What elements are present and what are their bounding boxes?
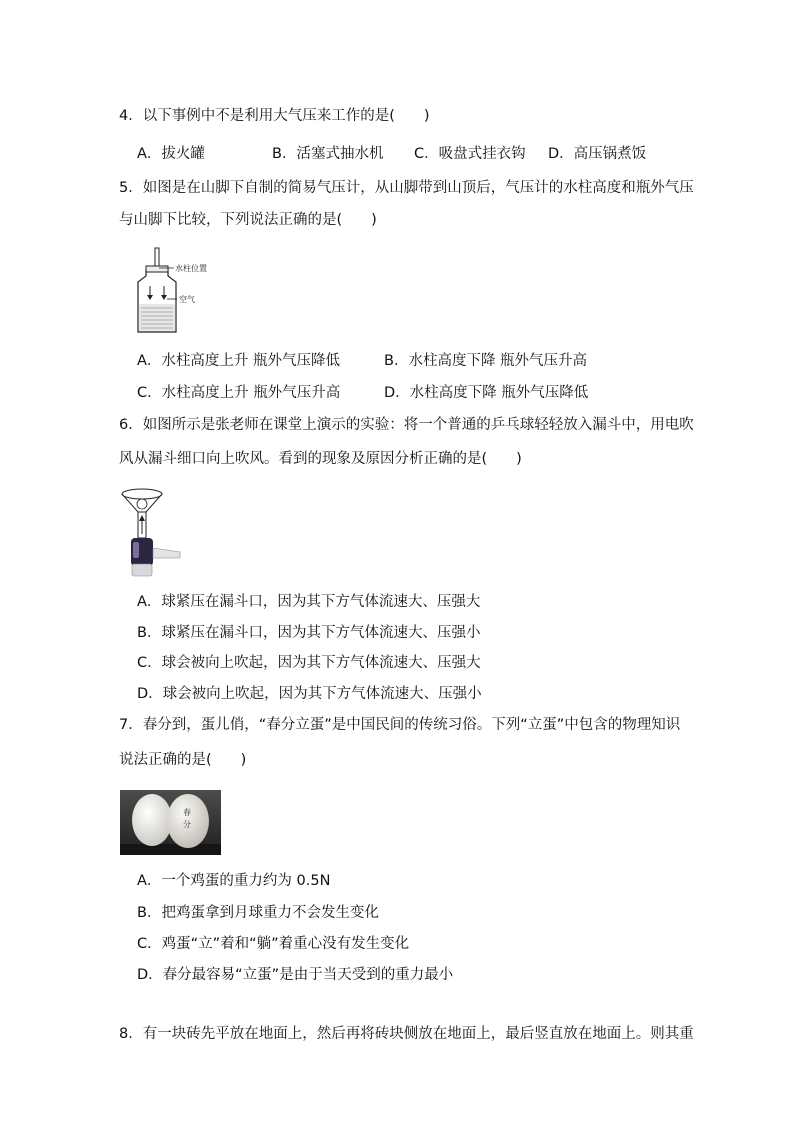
question-6-stem-line2: 风从漏斗细口向上吹风。看到的现象及原因分析正确的是( )	[119, 451, 522, 467]
question-6-stem-line1: 6．如图所示是张老师在课堂上演示的实验：将一个普通的乒乓球轻轻放入漏斗中，用电吹	[119, 417, 694, 433]
q5-option-c: C．水柱高度上升 瓶外气压升高	[137, 385, 341, 401]
q7-option-c: C．鸡蛋“立”着和“躺”着重心没有发生变化	[137, 936, 410, 952]
question-7-stem-line1: 7．春分到，蛋儿俏，“春分立蛋”是中国民间的传统习俗。下列“立蛋”中包含的物理知识	[119, 717, 681, 733]
egg-text-fen: 分	[183, 820, 191, 829]
q4-option-c: C．吸盘式挂衣钩	[414, 146, 526, 162]
standing-eggs-photo	[120, 790, 221, 855]
q7-option-b: B．把鸡蛋拿到月球重力不会发生变化	[137, 905, 379, 921]
air-label: 空气	[179, 295, 195, 304]
q6-option-a: A．球紧压在漏斗口，因为其下方气体流速大、压强大	[137, 594, 481, 610]
q5-option-d: D．水柱高度下降 瓶外气压降低	[384, 385, 589, 401]
q4-option-d: D．高压锅煮饭	[548, 146, 647, 162]
q5-option-b: B．水柱高度下降 瓶外气压升高	[384, 353, 588, 369]
barometer-figure	[134, 246, 224, 336]
q4-option-b: B．活塞式抽水机	[272, 146, 384, 162]
q5-option-a: A．水柱高度上升 瓶外气压降低	[137, 353, 341, 369]
question-4-stem: 4．以下事例中不是利用大气压来工作的是( )	[119, 108, 430, 124]
funnel-hairdryer-figure	[120, 486, 186, 578]
q7-option-a: A．一个鸡蛋的重力约为 0.5N	[137, 873, 331, 889]
question-8-stem-line1: 8．有一块砖先平放在地面上，然后再将砖块侧放在地面上，最后竖直放在地面上。则其重	[119, 1026, 694, 1042]
question-5-stem-line2: 与山脚下比较，下列说法正确的是( )	[119, 212, 377, 228]
q7-option-d: D．春分最容易“立蛋”是由于当天受到的重力最小	[137, 967, 454, 983]
egg-text-chun: 春	[183, 808, 191, 817]
question-7-stem-line2: 说法正确的是( )	[119, 752, 247, 768]
q6-option-d: D．球会被向上吹起，因为其下方气体流速大、压强小	[137, 686, 482, 702]
q4-option-a: A．拔火罐	[137, 146, 205, 162]
question-5-stem-line1: 5．如图是在山脚下自制的简易气压计，从山脚带到山顶后，气压计的水柱高度和瓶外气压	[119, 180, 694, 196]
water-position-label: 水柱位置	[175, 264, 207, 273]
q6-option-b: B．球紧压在漏斗口，因为其下方气体流速大、压强小	[137, 625, 481, 641]
q6-option-c: C．球会被向上吹起，因为其下方气体流速大、压强大	[137, 655, 481, 671]
